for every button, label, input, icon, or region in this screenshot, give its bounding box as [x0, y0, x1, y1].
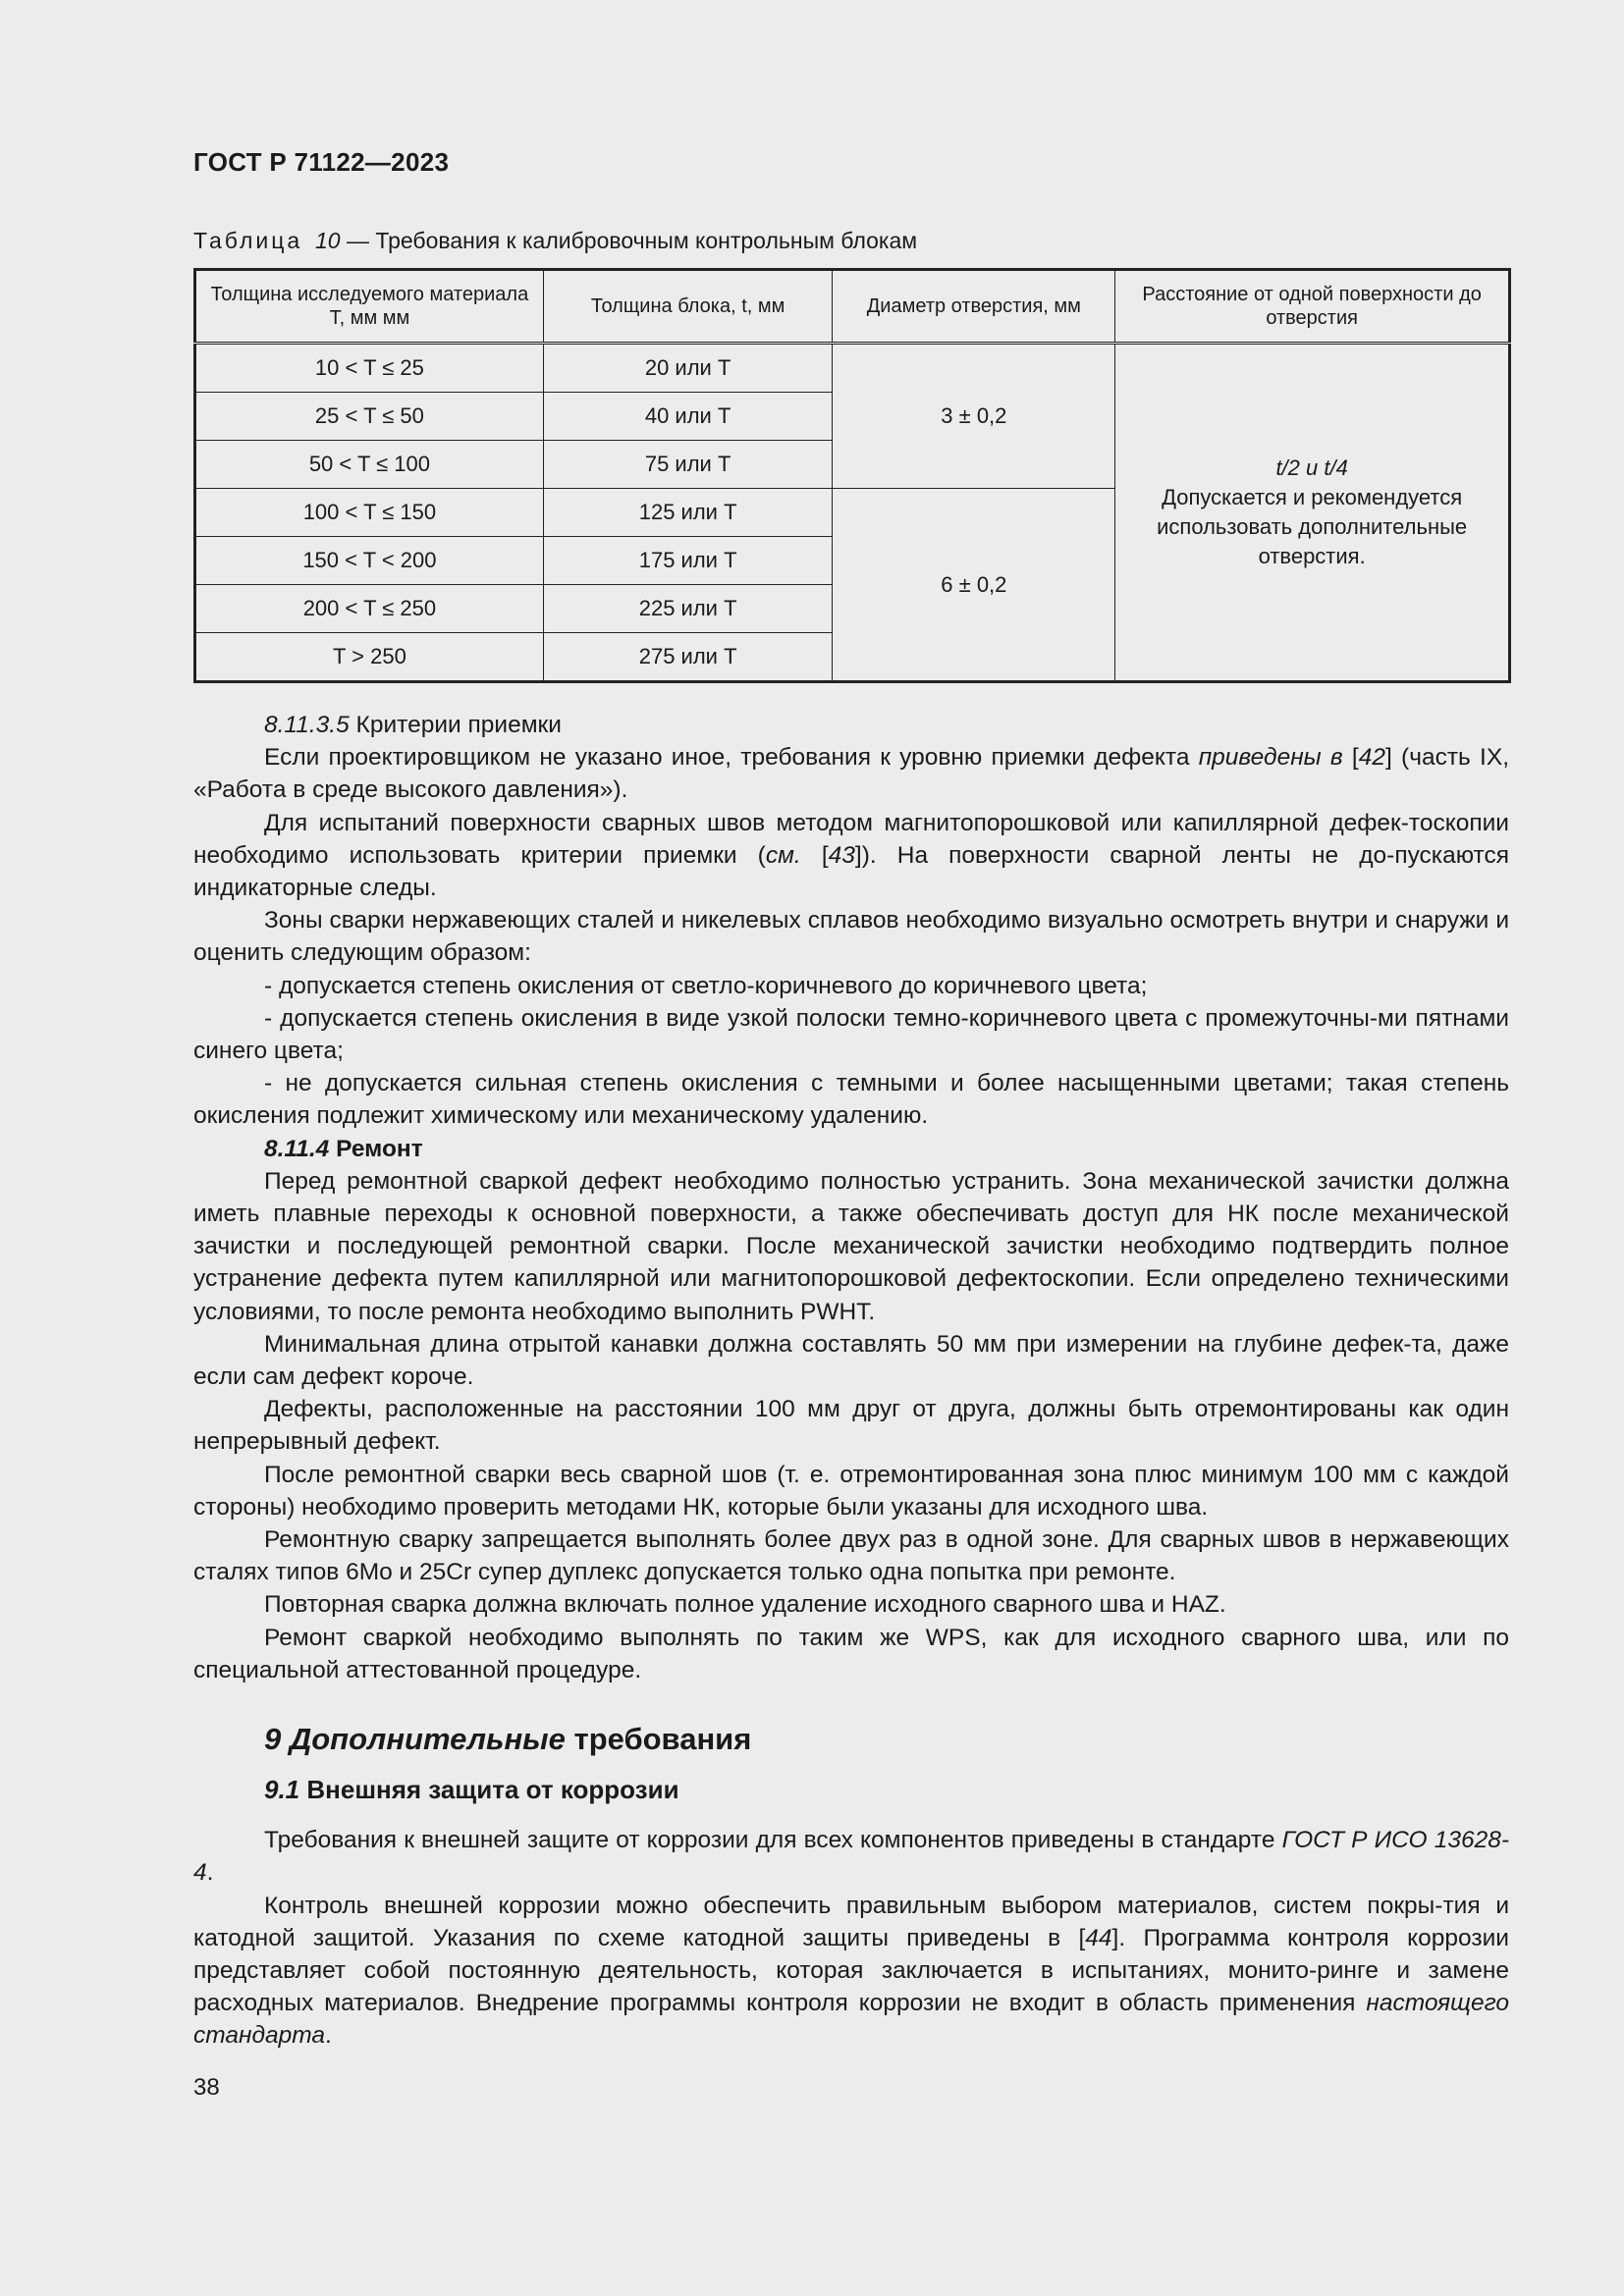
paragraph: Зоны сварки нержавеющих сталей и никелевых сплавов необходимо визуально осмотреть внутри и снаружи и оценить следующим образом: [193, 907, 1509, 967]
subsection-9-1-heading [193, 1773, 1509, 1806]
paragraph [193, 741, 1509, 806]
text-run: ] (часть IX, «Работа в среде высокого давления»). [193, 744, 1509, 804]
cell-block-thickness: 275 или T [543, 633, 833, 682]
document-header: ГОСТ Р 71122—2023 [193, 147, 450, 177]
paragraph: Повторная сварка должна включать полное удаление исходного сварного шва и HAZ. [264, 1591, 1226, 1619]
table-caption-number: 10 [314, 228, 341, 253]
paragraph: Ремонтную сварку запрещается выполнять более двух раз в одной зоне. Для сварных швов в нержавеющих сталях типов 6Mo и 25Cr супер дуплекс допускается только одна попытка при ремонте. [193, 1526, 1509, 1586]
table-caption [193, 228, 917, 254]
cell-thickness-range: T > 250 [195, 633, 544, 682]
text-run: [ [800, 841, 829, 869]
cell-block-thickness: 75 или T [543, 441, 833, 489]
distance-main: t/2 и t/4 [1275, 455, 1348, 480]
text-run: . [206, 1859, 214, 1887]
clause-number: 8.11.4 [264, 1135, 330, 1162]
cell-diameter: 6 ± 0,2 [833, 489, 1115, 682]
paragraph: Перед ремонтной сваркой дефект необходимо полностью устранить. Зона механической зачистки должна иметь плавные переходы к основной поверхности, а также обеспечивать доступ для НК после механической зачистки и последующей ремонтной сварки. После механической зачистки необходимо подтвердить полное устранение дефекта путем капиллярной или магнитопорошковой дефектоскопии. Если определено техническими условиями, то после ремонта необходимо выполнить PWHT. [193, 1167, 1509, 1325]
section-9-heading [193, 1720, 1509, 1759]
table-caption-prefix: Таблица [193, 228, 303, 253]
text-run: ]). На поверхности сварной ленты не до-пускаются индикаторные следы. [193, 841, 1509, 902]
cell-block-thickness: 175 или T [543, 537, 833, 585]
clause-number: 8.11.3.5 [264, 712, 350, 738]
clause-8-11-4-heading [193, 1133, 1509, 1165]
reference-number: 43 [828, 841, 855, 869]
cell-thickness-range: 50 < T ≤ 100 [195, 441, 544, 489]
document-body [193, 709, 1509, 2053]
header-hole-diameter: Диаметр отверстия, мм [833, 270, 1115, 344]
standard-reference: ГОСТ Р ИСО 13628-4 [193, 1827, 1510, 1887]
text-run: Если проектировщиком не указано иное, требования к уровню приемки дефекта [264, 744, 1199, 772]
text-run: [ [1342, 744, 1359, 772]
text-run: . [325, 2022, 332, 2050]
cell-thickness-range: 100 < T ≤ 150 [195, 489, 544, 537]
clause-8-11-3-5-heading [193, 709, 1509, 741]
section-heading-rest: требования [565, 1722, 752, 1757]
paragraph: Минимальная длина отрытой канавки должна составлять 50 мм при измерении на глубине дефек-та, даже если сам дефект короче. [193, 1330, 1509, 1391]
header-hole-distance: Расстояние от одной поверхности до отверстия [1115, 270, 1510, 344]
cell-thickness-range: 150 < T < 200 [195, 537, 544, 585]
cell-thickness-range: 200 < T ≤ 250 [195, 585, 544, 633]
text-run: ]. Программа контроля коррозии представляет собой постоянную деятельность, которая заключается в испытаниях, монито-ринге и замене расходных материалов. Внедрение программы контроля коррозии не входит в область применения [193, 1924, 1509, 2017]
paragraph: Ремонт сваркой необходимо выполнять по таким же WPS, как для исходного сварного шва, или по специальной аттестованной процедуре. [193, 1624, 1509, 1683]
text-run: Требования к внешней защите от коррозии для всех компонентов приведены в стандарте [264, 1827, 1282, 1854]
text-run: Контроль внешней коррозии можно обеспечить правильным выбором материалов, систем покры-тия и катодной защитой. Указания по схеме катодной защиты приведены в [ [193, 1892, 1509, 1951]
table-caption-text: — Требования к калибровочным контрольным блокам [340, 228, 918, 253]
page-number: 38 [193, 2074, 220, 2101]
reference-number: 44 [1085, 1924, 1112, 1951]
list-item: - допускается степень окисления в виде узкой полоски темно-коричневого цвета с промежуточны-ми пятнами синего цвета; [193, 1004, 1509, 1065]
text-run: настоящего стандарта [193, 1990, 1509, 2050]
subsection-number: 9.1 [264, 1775, 300, 1805]
header-block-thickness: Толщина блока, t, мм [543, 270, 833, 344]
cell-distance [1115, 344, 1510, 682]
reference-number: 42 [1358, 744, 1386, 772]
paragraph [193, 1890, 1509, 2053]
cell-thickness-range: 25 < T ≤ 50 [195, 393, 544, 441]
text-run: Для испытаний поверхности сварных швов методом магнитопорошковой или капиллярной дефек-тоскопии необходимо использовать критерии приемки ( [193, 809, 1509, 869]
paragraph [193, 807, 1509, 905]
paragraph: После ремонтной сварки весь сварной шов (т. е. отремонтированная зона плюс минимум 100 мм с каждой стороны) необходимо проверить методами НК, которые были указаны для исходного шва. [193, 1461, 1509, 1521]
cell-block-thickness: 125 или T [543, 489, 833, 537]
cell-thickness-range: 10 < T ≤ 25 [195, 344, 544, 393]
calibration-blocks-table [193, 268, 1511, 683]
table-row [195, 344, 1510, 393]
table-header-row [195, 270, 1510, 344]
text-run: приведены в [1198, 744, 1343, 772]
distance-note: Допускается и рекомендуется использовать дополнительные отверстия. [1157, 485, 1468, 568]
cell-block-thickness: 20 или T [543, 344, 833, 393]
header-material-thickness: Толщина исследуемого материала T, мм мм [195, 270, 544, 344]
subsection-title: Внешняя защита от коррозии [299, 1775, 679, 1805]
cell-diameter: 3 ± 0,2 [833, 344, 1115, 489]
clause-title: Критерии приемки [349, 712, 562, 738]
cell-block-thickness: 40 или T [543, 393, 833, 441]
list-item: - не допускается сильная степень окисления с темными и более насыщенными цветами; такая степень окисления подлежит химическому или механическому удалению. [193, 1070, 1509, 1130]
clause-title: Ремонт [329, 1135, 423, 1162]
paragraph [193, 1824, 1509, 1889]
paragraph: Дефекты, расположенные на расстоянии 100 мм друг от друга, должны быть отремонтированы как один непрерывный дефект. [193, 1396, 1509, 1456]
list-item: - допускается степень окисления от светло-коричневого до коричневого цвета; [264, 972, 1148, 999]
text-run: см. [765, 841, 801, 869]
section-heading-italic: 9 Дополнительные [264, 1722, 566, 1757]
cell-block-thickness: 225 или T [543, 585, 833, 633]
